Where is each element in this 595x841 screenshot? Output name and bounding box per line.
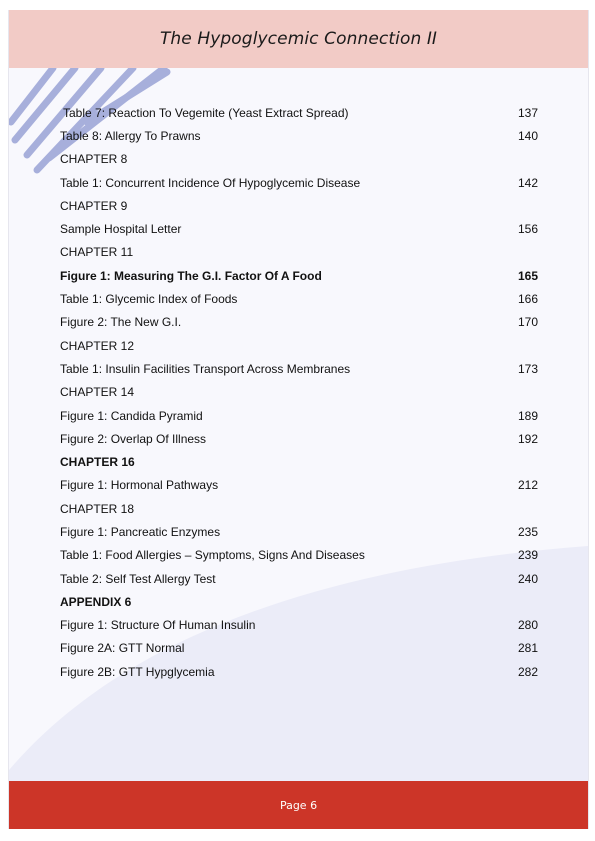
entry-page: 280: [517, 618, 538, 633]
page-number-label: Page 6: [279, 798, 318, 812]
entry-page: 165: [517, 268, 538, 283]
page-footer: [9, 781, 588, 829]
chapter-heading: [60, 194, 538, 217]
header-title: The Hypoglycemic Connection II: [159, 29, 438, 49]
entry-label: Figure 1: Pancreatic Enzymes: [60, 524, 221, 539]
entry-label: Table 1: Concurrent Incidence Of Hypoglycemic Disease: [60, 175, 361, 190]
toc-entry: [60, 217, 538, 240]
toc-entry: [60, 264, 538, 287]
entry-label: CHAPTER 16: [60, 455, 135, 470]
toc-entry: [60, 427, 538, 450]
toc-entry: [60, 124, 538, 147]
entry-page: 189: [517, 408, 538, 423]
entry-page: 192: [517, 431, 538, 446]
entry-label: Table 1: Food Allergies – Symptoms, Signs And Diseases: [60, 548, 365, 563]
chapter-heading: [60, 241, 538, 264]
entry-page: 170: [517, 315, 538, 330]
entry-label: Sample Hospital Letter: [60, 222, 182, 237]
entry-page: 142: [517, 175, 538, 190]
entry-page: 156: [517, 222, 538, 237]
entry-label: Figure 2B: GTT Hypglycemia: [60, 664, 215, 679]
toc-entry: [60, 311, 538, 334]
entry-page: 239: [517, 548, 538, 563]
entry-page: 235: [517, 524, 538, 539]
entry-label: CHAPTER 18: [60, 501, 135, 516]
chapter-heading: [60, 381, 538, 404]
toc-entry: [60, 171, 538, 194]
entry-label: Figure 2: The New G.I.: [60, 315, 182, 330]
entry-label: Table 1: Glycemic Index of Foods: [60, 292, 238, 307]
entry-label: Table 2: Self Test Allergy Test: [60, 571, 216, 586]
entry-label: APPENDIX 6: [60, 594, 132, 609]
entry-page: 166: [517, 292, 538, 307]
entry-label: Table 1: Insulin Facilities Transport Across Membranes: [60, 361, 351, 376]
entry-page: 281: [517, 641, 538, 656]
toc-entry: [60, 660, 538, 683]
document-page: [8, 10, 589, 829]
toc-entry: [60, 520, 538, 543]
entry-label: Figure 1: Hormonal Pathways: [60, 478, 219, 493]
chapter-heading: [60, 334, 538, 357]
entry-label: CHAPTER 8: [60, 152, 128, 167]
entry-label: Figure 2: Overlap Of Illness: [60, 431, 207, 446]
chapter-heading: [60, 450, 538, 473]
entry-page: 173: [517, 361, 538, 376]
entry-label: Table 7: Reaction To Vegemite (Yeast Extract Spread): [63, 105, 349, 120]
entry-label: Figure 1: Candida Pyramid: [60, 408, 203, 423]
entry-page: 212: [517, 478, 538, 493]
table-of-figures: [60, 101, 538, 683]
toc-entry: [60, 567, 538, 590]
entry-label: Figure 2A: GTT Normal: [60, 641, 185, 656]
entry-label: Figure 1: Structure Of Human Insulin: [60, 618, 256, 633]
entry-page: 137: [517, 105, 538, 120]
entry-label: CHAPTER 12: [60, 338, 135, 353]
entry-page: 140: [517, 128, 538, 143]
toc-entry: [60, 287, 538, 310]
entry-page: 282: [517, 664, 538, 679]
chapter-heading: [60, 590, 538, 613]
toc-entry: [60, 357, 538, 380]
entry-page: 240: [517, 571, 538, 586]
toc-entry: [60, 474, 538, 497]
entry-label: Figure 1: Measuring The G.I. Factor Of A Food: [60, 268, 322, 283]
entry-label: CHAPTER 14: [60, 385, 135, 400]
toc-entry: [60, 637, 538, 660]
entry-label: CHAPTER 11: [60, 245, 134, 260]
chapter-heading: [60, 148, 538, 171]
entry-label: Table 8: Allergy To Prawns: [60, 128, 201, 143]
toc-entry: [60, 101, 538, 124]
toc-entry: [60, 614, 538, 637]
chapter-heading: [60, 497, 538, 520]
page-header: [9, 10, 588, 68]
toc-entry: [60, 404, 538, 427]
entry-label: CHAPTER 9: [60, 198, 128, 213]
toc-entry: [60, 544, 538, 567]
